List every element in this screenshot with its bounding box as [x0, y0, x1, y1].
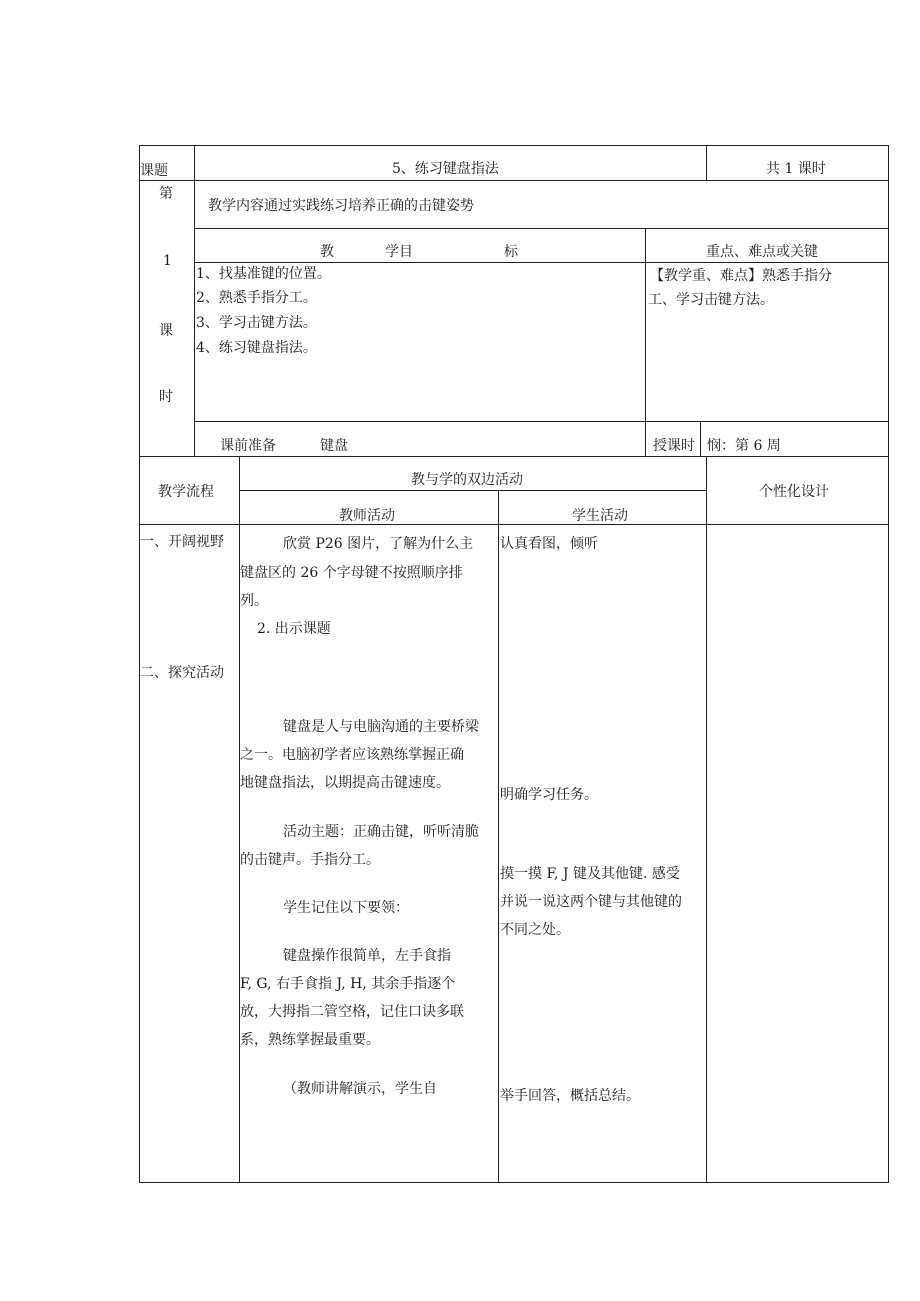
- divider-above-prep: [194, 421, 889, 422]
- student-text: 摸一摸 F, J 键及其他键. 感受: [500, 866, 680, 882]
- divider-under-title: [139, 180, 889, 181]
- divider-teacher-student: [498, 490, 499, 1183]
- goal-item: 3、学习击键方法。: [196, 315, 317, 331]
- teacher-text: 列。: [240, 593, 268, 609]
- table-border-bottom: [139, 1182, 889, 1183]
- student-text: 明确学习任务。: [500, 787, 598, 803]
- goals-header-part1: 教: [320, 244, 334, 260]
- teacher-text: 的击键声。手指分工。: [240, 852, 380, 868]
- teacher-text: 系，熟练掌握最重要。: [240, 1032, 380, 1048]
- teacher-activities-header: 教师活动: [339, 508, 395, 524]
- goals-header-part3: 标: [504, 244, 518, 260]
- left-column-char-3: 课: [159, 323, 173, 339]
- goals-header-part2: 学目: [385, 244, 413, 260]
- divider-activities: [239, 490, 707, 491]
- goal-item: 4、练习键盘指法。: [196, 340, 317, 356]
- divider-under-content: [194, 228, 889, 229]
- student-text: 并说一说这两个键与其他键的: [500, 894, 682, 910]
- divider-under-goals-header: [194, 262, 889, 263]
- flow-label: 教学流程: [158, 484, 214, 500]
- student-text: 不同之处。: [500, 922, 570, 938]
- teacher-text: 键盘操作很简单，左手食指: [283, 948, 451, 964]
- divider-left-column: [194, 145, 195, 457]
- step-label: 二、探究活动: [140, 665, 224, 681]
- teacher-text: 欣赏 P26 图片，了解为什么主: [283, 536, 474, 552]
- left-column-char-2: 1: [163, 253, 172, 269]
- teaching-content: 教学内容通过实践练习培养正确的击键姿势: [208, 198, 474, 214]
- prep-label: 课前准备: [220, 438, 276, 454]
- teacher-text: 学生记住以下要领：: [283, 900, 409, 916]
- student-text: 认真看图，倾听: [500, 536, 598, 552]
- left-column-char-4: 时: [159, 389, 173, 405]
- lesson-title: 5、练习键盘指法: [392, 161, 499, 177]
- teacher-text: 之一。电脑初学者应该熟练掌握正确: [240, 747, 464, 763]
- key-points-header: 重点、难点或关键: [706, 244, 818, 260]
- divider-title-hours: [706, 145, 707, 181]
- teaching-time-label: 授课时: [653, 438, 695, 454]
- divider-above-flow: [139, 456, 889, 457]
- table-border-right: [888, 145, 889, 1183]
- teacher-text: 放，大拇指二管空格，记住口诀多联: [240, 1004, 464, 1020]
- goal-item: 1、找基准键的位置。: [196, 266, 331, 282]
- table-border-top: [139, 145, 889, 146]
- teacher-text: 键盘是人与电脑沟通的主要桥梁: [283, 719, 479, 735]
- student-text: 举手回答，概括总结。: [500, 1088, 640, 1104]
- divider-time-label: [700, 421, 701, 457]
- subject-label: 课题: [140, 163, 168, 179]
- teacher-text: F, G, 右手食指 J, H, 其余手指逐个: [240, 976, 456, 992]
- key-points-line-1: 【教学重、难点】熟悉手指分: [650, 268, 832, 284]
- divider-goals-keypoints: [645, 228, 646, 457]
- divider-under-flow-header: [139, 524, 889, 525]
- teacher-text: 活动主题：正确击键，听听清脆: [283, 824, 479, 840]
- lesson-hours: 共 1 课时: [766, 161, 826, 177]
- prep-value: 键盘: [320, 438, 348, 454]
- left-column-char-1: 第: [159, 186, 173, 202]
- personal-design-header: 个性化设计: [759, 484, 829, 500]
- teacher-text: （教师讲解演示，学生自: [283, 1081, 437, 1097]
- step-label: 一、开阔视野: [140, 534, 224, 550]
- teacher-text: 地键盘指法，以期提高击键速度。: [240, 775, 450, 791]
- activities-header: 教与学的双边活动: [411, 472, 523, 488]
- key-points-line-2: 工、学习击键方法。: [648, 292, 774, 308]
- teacher-text: 键盘区的 26 个字母键不按照顺序排: [240, 565, 463, 581]
- goal-item: 2、熟悉手指分工。: [196, 290, 317, 306]
- divider-personal: [706, 456, 707, 1183]
- teaching-time-value: 悯：第 6 周: [707, 438, 781, 454]
- teacher-text: 2. 出示课题: [257, 621, 331, 637]
- student-activities-header: 学生活动: [572, 508, 628, 524]
